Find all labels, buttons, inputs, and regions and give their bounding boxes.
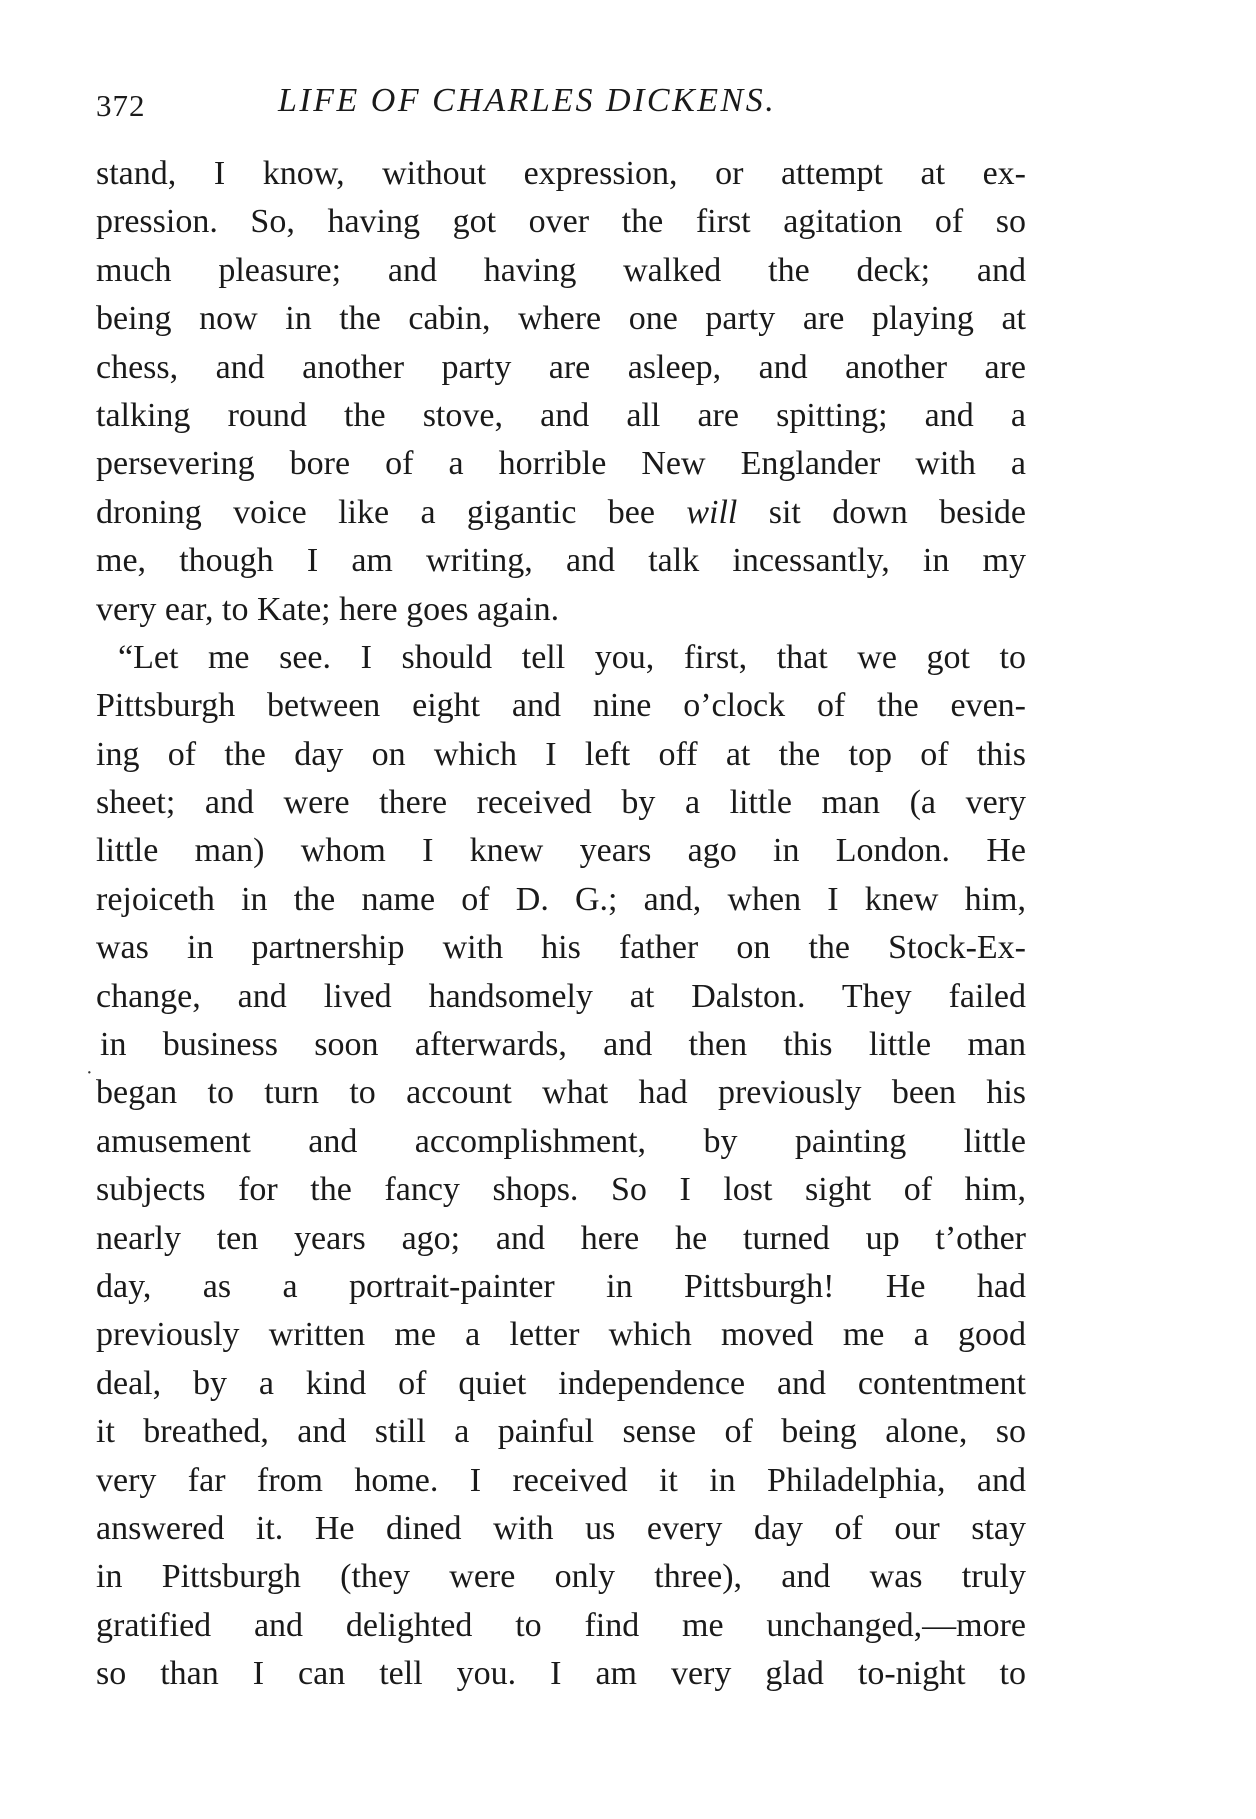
text-line: stand, I know, without expression, or attempt at ex- xyxy=(96,155,1026,192)
text-line: it breathed, and still a painful sense of being alone, so xyxy=(96,1413,1026,1451)
text-line: Pittsburgh between eight and nine o’clock of the even- xyxy=(96,687,1026,725)
text-line: very far from home. I received it in Philadelphia, and xyxy=(96,1461,1026,1499)
text-segment: droning voice like a gigantic bee xyxy=(96,493,687,531)
text-line: gratified and delighted to find me unchanged,—more xyxy=(96,1606,1026,1644)
text-line: began to turn to account what had previously been his xyxy=(96,1074,1026,1112)
text-line: deal, by a kind of quiet independence and contentment xyxy=(96,1364,1026,1402)
text-line: me, though I am writing, and talk incessantly, in my xyxy=(96,542,1026,580)
text-line: “Let me see. I should tell you, first, that we got to xyxy=(118,638,1026,676)
text-line: very ear, to Kate; here goes again. xyxy=(96,590,560,628)
text-line: day, as a portrait-painter in Pittsburgh! He had xyxy=(96,1267,1026,1305)
text-line: ing of the day on which I left off at the top of this xyxy=(96,735,1026,773)
text-line: previously written me a letter which moved me a good xyxy=(96,1316,1026,1354)
page-number: 372 xyxy=(96,88,146,123)
text-line: persevering bore of a horrible New Englander with a xyxy=(96,445,1026,483)
text-line: being now in the cabin, where one party are playing at xyxy=(96,300,1026,338)
margin-dot: · xyxy=(86,1062,93,1084)
text-line: pression. So, having got over the first agitation of so xyxy=(96,203,1026,241)
text-line: much pleasure; and having walked the deck; and xyxy=(96,251,1026,289)
text-line: talking round the stove, and all are spitting; and a xyxy=(96,396,1026,434)
text-line: rejoiceth in the name of D. G.; and, when I knew him, xyxy=(96,880,1026,918)
emphasized-word: will xyxy=(686,493,738,531)
text-line: so than I can tell you. I am very glad to-night to xyxy=(96,1655,1026,1693)
text-line: in Pittsburgh (they were only three), and was truly xyxy=(96,1558,1026,1596)
running-title: LIFE OF CHARLES DICKENS. xyxy=(278,82,777,119)
text-line: amusement and accomplishment, by painting little xyxy=(96,1122,1026,1160)
text-line: change, and lived handsomely at Dalston. They failed xyxy=(96,977,1026,1015)
text-line: nearly ten years ago; and here he turned up t’other xyxy=(96,1219,1026,1257)
text-segment: sit down beside xyxy=(737,493,1026,531)
text-line: answered it. He dined with us every day of our stay xyxy=(96,1509,1026,1547)
text-line: was in partnership with his father on the Stock-Ex- xyxy=(96,929,1026,967)
text-line: in business soon afterwards, and then this little man xyxy=(100,1026,1026,1064)
body-text xyxy=(96,150,1026,1699)
text-line: sheet; and were there received by a little man (a very xyxy=(96,784,1026,822)
text-line: subjects for the fancy shops. So I lost sight of him, xyxy=(96,1171,1026,1209)
text-line xyxy=(96,489,1026,537)
text-line: chess, and another party are asleep, and another are xyxy=(96,348,1026,386)
text-line: little man) whom I knew years ago in London. He xyxy=(96,832,1026,870)
running-head xyxy=(96,82,1026,132)
